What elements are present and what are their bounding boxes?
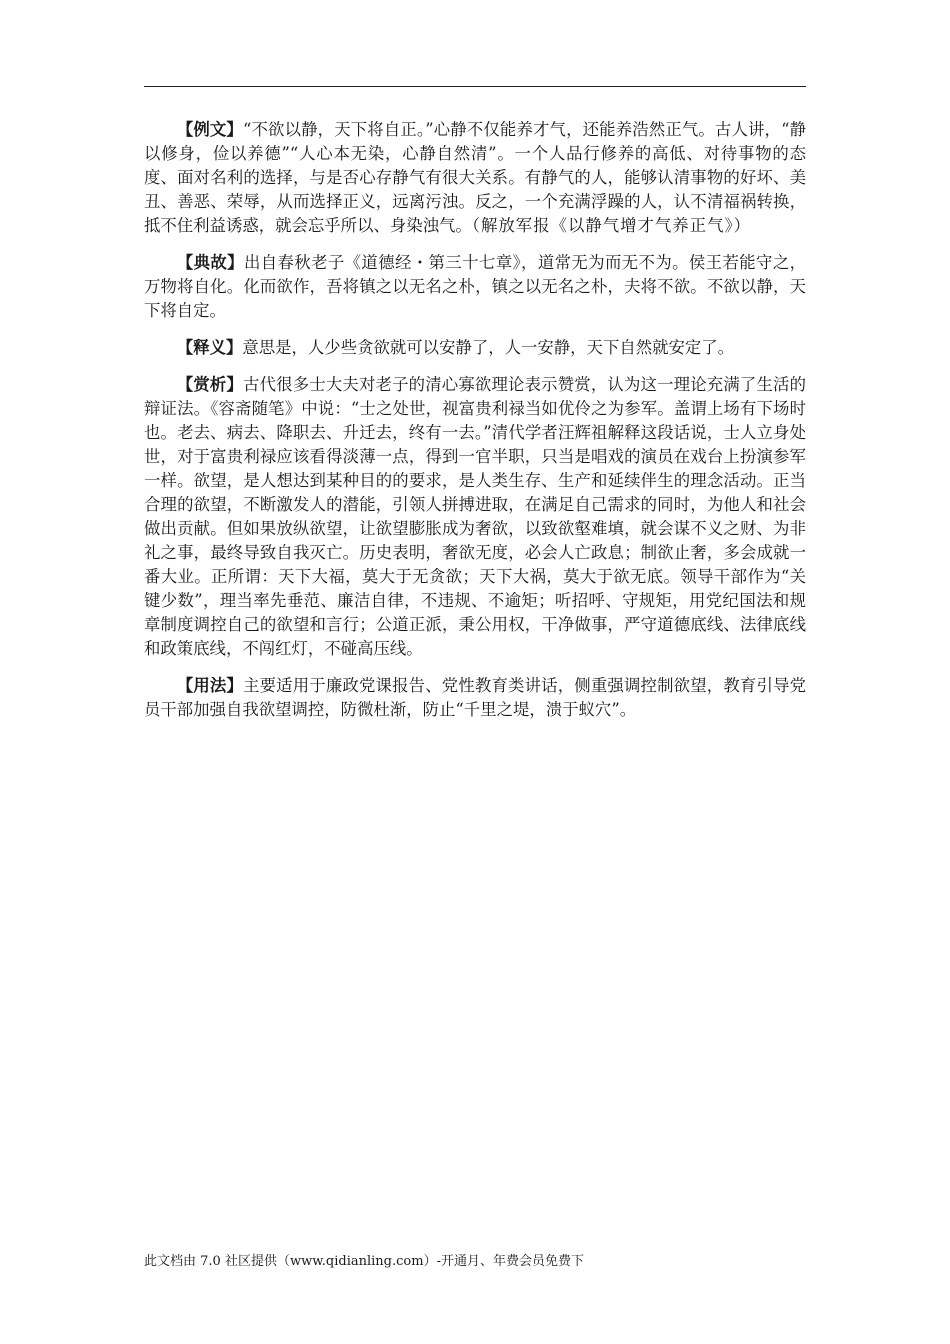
paragraph-usage (144, 674, 806, 722)
document-body (144, 118, 806, 735)
tag-appreciation: 【赏析】 (176, 375, 244, 394)
paragraph-allusion (144, 251, 806, 323)
paragraph-example (144, 118, 806, 238)
tag-example: 【例文】 (176, 120, 243, 139)
paragraph-appreciation (144, 373, 806, 661)
appreciation-text: 古代很多士大夫对老子的清心寡欲理论表示赞赏，认为这一理论充满了生活的辩证法。《容斋随笔》中说：“士之处世，视富贵利禄当如优伶之为参军。盖谓上场有下场时也。老去、病去、降职去、升迁去，终有一去。”清代学者汪辉祖解释这段话说，士人立身处世，对于富贵利禄应该看得淡薄一点，得到一官半职，只当是唱戏的演员在戏台上扮演参军一样。欲望，是人想达到某种目的的要求，是人类生存、生产和延续伴生的理念活动。正当合理的欲望，不断激发人的潜能，引领人拼搏进取，在满足自己需求的同时，为他人和社会做出贡献。但如果放纵欲望，让欲望膨胀成为奢欲，以致欲壑难填，就会谋不义之财、为非礼之事，最终导致自我灭亡。历史表明，奢欲无度，必会人亡政息；制欲止奢，多会成就一番大业。正所谓：天下大福，莫大于无贪欲；天下大祸，莫大于欲无底。领导干部作为“关键少数”，理当率先垂范、廉洁自律，不违规、不逾矩；听招呼、守规矩，用党纪国法和规章制度调控自己的欲望和言行；公道正派，秉公用权，干净做事，严守道德底线、法律底线和政策底线，不闯红灯，不碰高压线。 (144, 375, 806, 658)
example-text: “不欲以静，天下将自正。”心静不仅能养才气，还能养浩然正气。古人讲，“静以修身，俭以养德”“人心本无染，心静自然清”。一个人品行修养的高低、对待事物的态度、面对名利的选择，与是否心存静气有很大关系。有静气的人，能够认清事物的好坏、美丑、善恶、荣辱，从而选择正义，远离污浊。反之，一个充满浮躁的人，认不清福祸转换，抵不住利益诱惑，就会忘乎所以、身染浊气。 (144, 120, 807, 235)
header-rule (144, 86, 806, 87)
meaning-text: 意思是，人少些贪欲就可以安静了，人一安静，天下自然就安定了。 (242, 338, 735, 357)
footer-note: 此文档由 7.0 社区提供（www.qidianling.com）-开通月、年费会员免费下 (144, 1254, 584, 1269)
example-source: （解放军报《以静气增才气养正气》） (471, 216, 752, 235)
tag-meaning: 【释义】 (176, 338, 243, 357)
tag-allusion: 【典故】 (176, 253, 244, 272)
usage-text: 主要适用于廉政党课报告、党性教育类讲话，侧重强调控制欲望，教育引导党员干部加强自我欲望调控，防微杜渐，防止“千里之堤，溃于蚁穴”。 (144, 676, 806, 719)
paragraph-meaning (144, 336, 806, 360)
allusion-text: 出自春秋老子《道德经・第三十七章》，道常无为而无不为。侯王若能守之，万物将自化。化而欲作，吾将镇之以无名之朴，镇之以无名之朴，夫将不欲。不欲以静，天下将自定。 (144, 253, 806, 320)
tag-usage: 【用法】 (176, 676, 244, 695)
